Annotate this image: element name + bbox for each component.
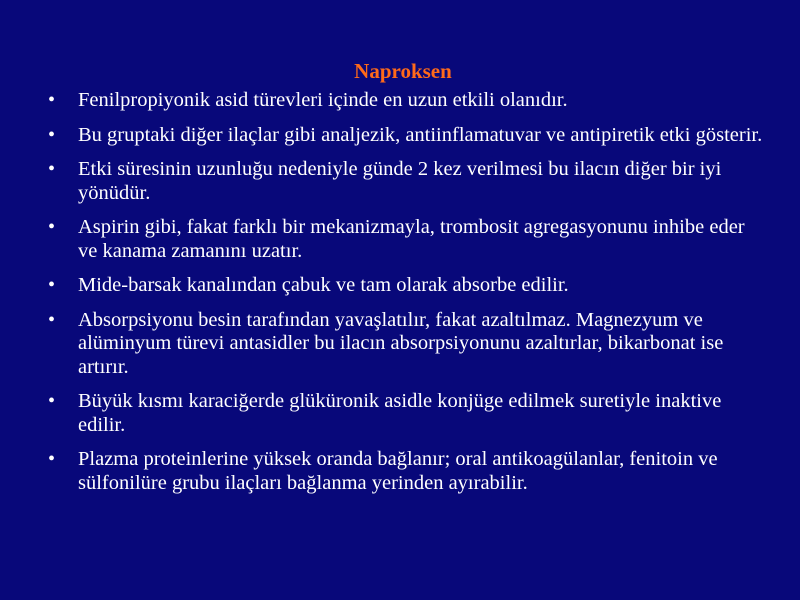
bullet-text: Fenilpropiyonik asid türevleri içinde en uzun etkili olanıdır. [78,89,568,111]
bullet-item [48,309,768,380]
bullet-text: Aspirin gibi, fakat farklı bir mekanizmayla, trombosit agregasyonunu inhibe eder ve kanama zamanını uzatır. [78,216,745,262]
slide-title: Naproksen [354,59,452,83]
bullet-text: Etki süresinin uzunluğu nedeniyle günde 2 kez verilmesi bu ilacın diğer bir iyi yönüdür. [78,158,722,204]
bullet-icon: • [48,123,56,146]
bullet-icon: • [48,390,56,412]
bullet-icon: • [48,89,56,111]
bullet-icon: • [48,274,56,296]
bullet-item [48,89,768,113]
bullet-text: Bu gruptaki diğer ilaçlar gibi analjezik, antiinflamatuvar ve antipiretik etki gösterir. [78,123,763,146]
bullet-item [48,158,768,205]
bullet-icon: • [48,308,56,331]
bullet-text: Mide-barsak kanalından çabuk ve tam olarak absorbe edilir. [78,274,569,296]
bullet-text: Plazma proteinlerine yüksek oranda bağlanır; oral antikoagülanlar, fenitoin ve sülfonilüre grubu ilaçları bağlanma yerinden ayırabilir. [78,448,718,494]
bullet-item [48,274,768,298]
bullet-icon: • [48,216,56,238]
bullet-icon: • [48,448,56,470]
bullet-item [48,448,768,495]
bullet-text: Büyük kısmı karaciğerde glüküronik asidle konjüge edilmek suretiyle inaktive edilir. [78,390,722,436]
bullet-item [48,216,768,263]
bullet-item [48,390,768,437]
bullet-icon: • [48,158,56,180]
bullet-list [48,89,768,506]
bullet-text: Absorpsiyonu besin tarafından yavaşlatılır, fakat azaltılmaz. Magnezyum ve alüminyum türevi antasidler bu ilacın absorpsiyonunu azaltırlar, bikarbonat ise artırır. [78,308,724,378]
bullet-item [48,124,768,148]
